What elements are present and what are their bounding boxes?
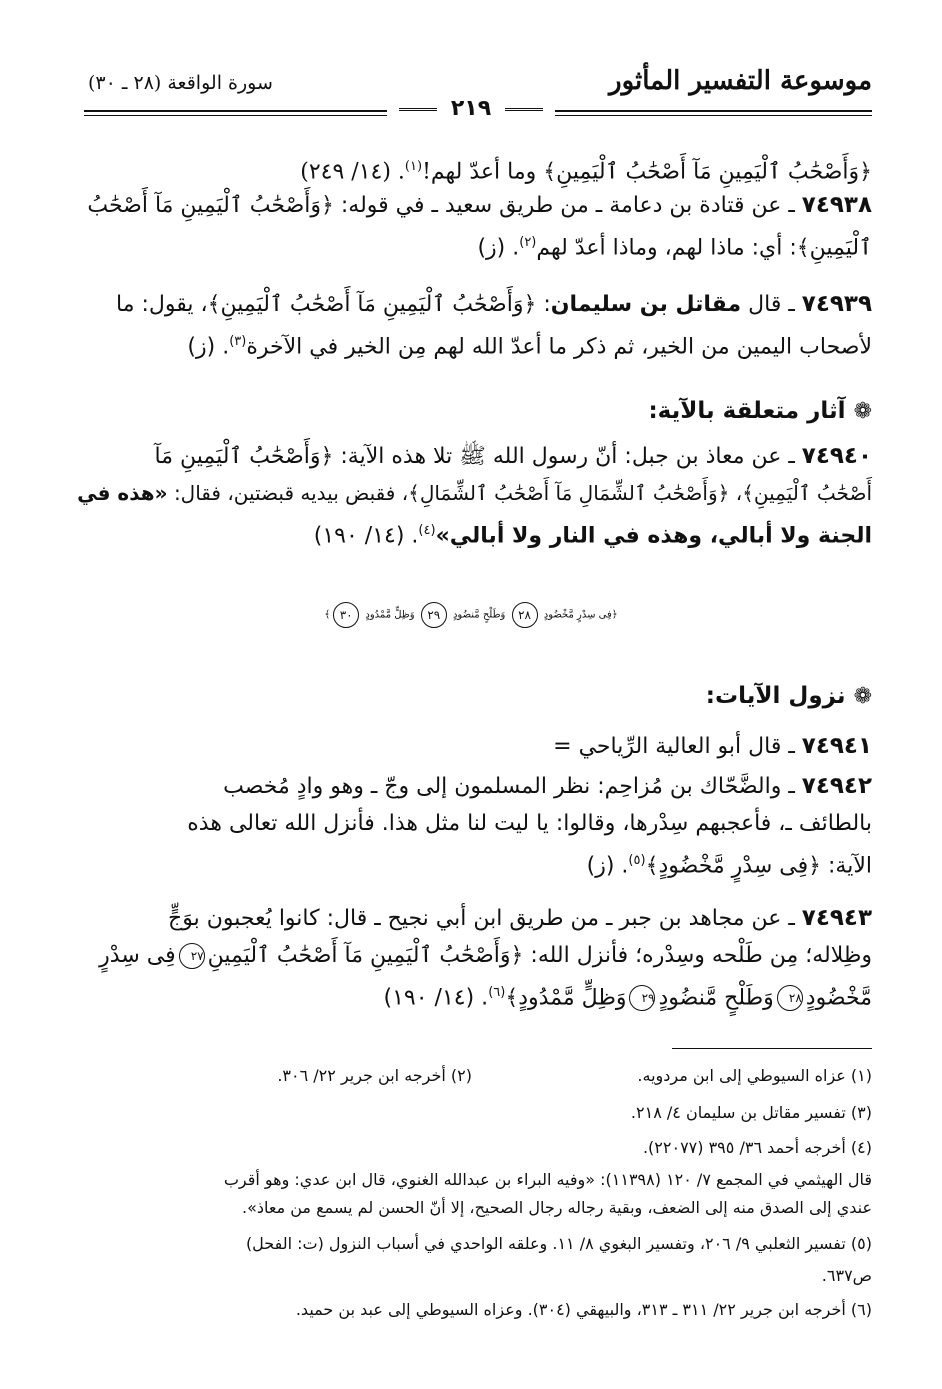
- continued-line: [70, 148, 872, 190]
- ayah-number-medallion: ٢٩: [629, 985, 655, 1011]
- entry-number: ٧٤٩٤٣: [801, 905, 872, 931]
- entry-number: ٧٤٩٣٩: [801, 291, 872, 317]
- ayah-number-medallion: ٢٧: [179, 943, 205, 969]
- verse-bracket: ﴾: [324, 609, 331, 621]
- footnote-5-line-1: (٥) تفسير الثعلبي ٩/ ٢٠٦، وتفسير البغوي ٨/ ١١. وعلقه الواحدي في أسباب النزول (ت: الفحل): [245, 1234, 872, 1253]
- footnote-ref: (٤): [418, 523, 436, 538]
- footnote-4: (٤) أخرجه أحمد ٣٦/ ٣٩٥ (٢٢٠٧٧).: [642, 1138, 872, 1157]
- ayah-number-medallion: ٢٨: [777, 985, 803, 1011]
- hadith-text: «هذه في: [77, 481, 168, 505]
- ayah-number-medallion: ٢٨: [512, 602, 538, 628]
- paragraph-line: [70, 728, 872, 765]
- entry-text: أَصْحَٰبُ ٱلْيَمِينِ﴾، ﴿وَأَصْحَٰبُ ٱلشِّمَالِ مَآ أَصْحَٰبُ ٱلشِّمَالِ﴾، فقبض بيديه قبضتين، فقال:: [173, 481, 872, 505]
- entry-text: مَّخْضُودٍ: [805, 985, 872, 1011]
- paragraph-line: [70, 148, 872, 190]
- entry-74940: [70, 438, 872, 554]
- paragraph-line: [70, 937, 872, 974]
- entry-number: ٧٤٩٣٨: [801, 192, 872, 218]
- ornament-icon: [505, 108, 543, 111]
- entry-text: فِى سِدْرٍ: [99, 943, 176, 968]
- citation: . (ز): [477, 235, 520, 261]
- paragraph-line: [70, 512, 872, 554]
- entry-74942: [70, 768, 872, 884]
- entry-text: ٱلْيَمِينِ﴾: أي: ماذا لهم، وماذا أعدّ لهم: [536, 235, 872, 261]
- quote-text: ﴿وَأَصْحَٰبُ ٱلْيَمِينِ مَآ أَصْحَٰبُ ٱلْيَمِينِ﴾ وما أعدّ لهم!: [422, 159, 872, 185]
- entry-text: ـ والضَّحّاك بن مُزاحِم: نظر المسلمون إلى وجّ ـ وهو وادٍ مُخصب: [223, 774, 795, 799]
- entry-text: وَظِلٍّ مَّمْدُودٍ﴾: [505, 985, 627, 1011]
- footnote-4-note-line-2: عندي إلى الصدق منه إلى الضعف، وبقية رجاله رجال الصحيح، إلا أنّ الحسن لم يسمع من معاذ».: [242, 1198, 872, 1217]
- footnote-ref: (٦): [488, 985, 506, 1000]
- entry-74943: [70, 900, 872, 1016]
- paragraph-line: [70, 974, 872, 1016]
- entry-text: ـ عن قتادة بن دعامة ـ من طريق سعيد ـ في قوله: ﴿وَأَصْحَٰبُ ٱلْيَمِينِ مَآ أَصْحَٰبُ: [87, 193, 795, 218]
- page-number-row: [0, 96, 942, 121]
- entry-text: ـ قال أبو العالية الرِّياحي =: [553, 734, 795, 759]
- footnote-separator: [672, 1048, 872, 1049]
- surah-range: سورة الواقعة (٢٨ ـ ٣٠): [88, 72, 273, 94]
- ornament-icon: [399, 108, 437, 111]
- verse-heading: [0, 602, 942, 628]
- ayah-number-medallion: ٢٩: [421, 602, 447, 628]
- entry-text: وظِلاله؛ مِن طَلْحه وسِدْره؛ فأنزل الله: ﴿وَأَصْحَٰبُ ٱلْيَمِينِ مَآ أَصْحَٰبُ ٱلْيَمِينِ: [207, 943, 872, 968]
- footnote-4-note-line-1: قال الهيثمي في المجمع ٧/ ١٢٠ (١١٣٩٨): «وفيه البراء بن عبدالله الغنوي، قال ابن عدي: وهو أقرب: [223, 1170, 872, 1189]
- book-title: موسوعة التفسير المأثور: [609, 66, 872, 96]
- footnote-ref: (٢): [519, 235, 537, 250]
- section-heading: [706, 683, 872, 709]
- entry-text: بالطائف ـ، فأعجبهم سِدْرها، وقالوا: يا ليت لنا مثل هذا. فأنزل الله تعالى هذه: [187, 811, 872, 836]
- citation: . (١٤/ ٢٤٩): [300, 159, 405, 185]
- entry-text: وَطَلْحٍ مَّنضُودٍ: [658, 985, 774, 1011]
- paragraph-line: [70, 438, 872, 475]
- section-title: نزول الآيات:: [705, 683, 846, 709]
- paragraph-line: [70, 187, 872, 224]
- entry-number: ٧٤٩٤١: [801, 733, 872, 759]
- entry-text: الآية: ﴿فِى سِدْرٍ مَّخْضُودٍ﴾: [645, 853, 872, 879]
- verse-text: وَطَلْحٍ مَّنضُودٍ: [452, 609, 506, 621]
- citation: . (١٤/ ١٩٠): [383, 985, 489, 1011]
- page-number-box: [387, 96, 555, 121]
- entry-text: لأصحاب اليمين من الخير، ثم ذكر ما أعدّ الله لهم مِن الخير في الآخرة: [246, 334, 872, 360]
- paragraph-line: [70, 224, 872, 266]
- entry-74938: [70, 187, 872, 266]
- footnote-5-line-2: ص٦٣٧.: [821, 1266, 872, 1285]
- flower-ornament-icon: ❁: [853, 684, 872, 709]
- hadith-text: الجنة ولا أبالي، وهذه في النار ولا أبالي»: [435, 523, 872, 549]
- ayah-number-medallion: ٣٠: [333, 602, 359, 628]
- footnote-ref: (٥): [628, 853, 646, 868]
- section-title: آثار متعلقة بالآية:: [648, 398, 846, 424]
- citation: . (١٤/ ١٩٠): [313, 523, 419, 549]
- paragraph-line: [70, 768, 872, 805]
- verse-text: وَظِلٍّ مَّمْدُودٍ: [365, 609, 415, 621]
- paragraph-line: [70, 475, 872, 512]
- entry-text: ـ عن مجاهد بن جبر ـ من طريق ابن أبي نجيح ـ قال: كانوا يُعجبون بوَجٍّ: [168, 906, 795, 931]
- footnote-2: (٢) أخرجه ابن جرير ٢٢/ ٣٠٦.: [277, 1066, 472, 1085]
- entry-number: ٧٤٩٤٠: [801, 443, 872, 469]
- footnote-ref: (١): [404, 159, 423, 174]
- footnote-3: (٣) تفسير مقاتل بن سليمان ٤/ ٢١٨.: [630, 1103, 872, 1122]
- footnote-6: (٦) أخرجه ابن جرير ٢٢/ ٣١١ ـ ٣١٣، والبيهقي (٣٠٤). وعزاه السيوطي إلى عبد بن حميد.: [295, 1300, 872, 1319]
- footnote-ref: (٣): [229, 334, 247, 349]
- paragraph-line: [70, 286, 872, 323]
- entry-number: ٧٤٩٤٢: [801, 773, 872, 799]
- entry-74939: [70, 286, 872, 365]
- paragraph-line: [70, 323, 872, 365]
- citation: . (ز): [586, 853, 629, 879]
- entry-text: : ﴿وَأَصْحَٰبُ ٱلْيَمِينِ مَآ أَصْحَٰبُ ٱلْيَمِينِ﴾، يقول: ما: [116, 292, 551, 317]
- paragraph-line: [70, 805, 872, 842]
- narrator-name: مقاتل بن سليمان: [550, 292, 742, 317]
- flower-ornament-icon: ❁: [853, 399, 872, 424]
- entry-74941: [70, 728, 872, 765]
- entry-text: ـ عن معاذ بن جبل: أنّ رسول الله ﷺ تلا هذه الآية: ﴿وَأَصْحَٰبُ ٱلْيَمِينِ مَآ: [154, 444, 795, 469]
- paragraph-line: [70, 842, 872, 884]
- paragraph-line: [70, 900, 872, 937]
- citation: . (ز): [187, 334, 230, 360]
- page-number: ٢١٩: [450, 96, 492, 121]
- footnote-1: (١) عزاه السيوطي إلى ابن مردويه.: [637, 1066, 872, 1085]
- section-heading: [648, 398, 872, 424]
- entry-text: ـ قال: [748, 292, 795, 317]
- verse-text: ﴿فِى سِدْرٍ مَّخْضُودٍ: [543, 609, 618, 621]
